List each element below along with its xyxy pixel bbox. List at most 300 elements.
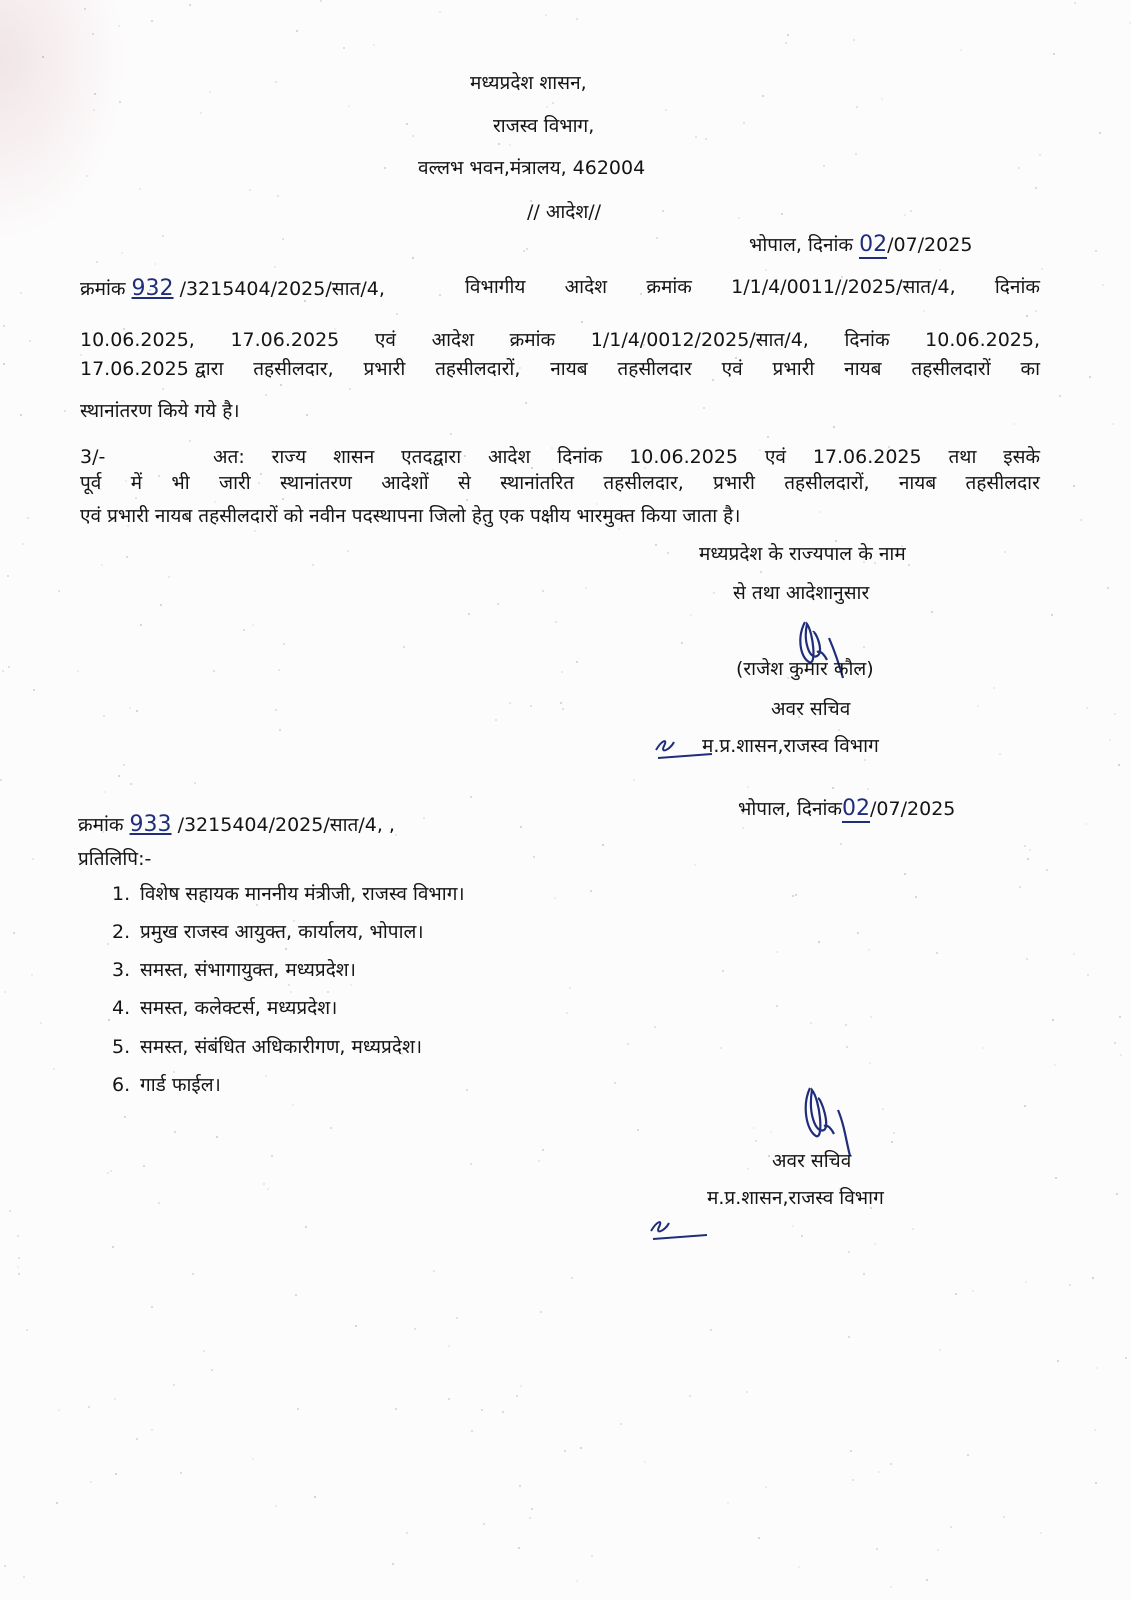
copy-list-number: 4. xyxy=(112,997,131,1019)
paper-speck xyxy=(1035,310,1037,312)
paper-speck xyxy=(937,1549,939,1551)
paper-speck xyxy=(101,564,103,566)
paper-speck xyxy=(853,39,855,41)
copy-list-number: 1. xyxy=(112,883,131,905)
paper-speck xyxy=(1059,395,1061,397)
copy-list-item xyxy=(112,1071,221,1097)
paper-speck xyxy=(1095,1482,1097,1484)
paper-speck xyxy=(433,1270,435,1272)
para-word: इसके xyxy=(1003,446,1040,468)
order1-ref-number-handwritten: 932 xyxy=(131,276,174,301)
paper-speck xyxy=(654,1026,656,1028)
paper-speck xyxy=(533,856,535,858)
paper-speck xyxy=(104,791,106,793)
paper-speck xyxy=(523,250,525,252)
paper-speck xyxy=(753,1127,755,1129)
paper-speck xyxy=(1027,858,1029,860)
paper-speck xyxy=(850,1450,852,1452)
paper-speck xyxy=(282,238,284,240)
paper-speck xyxy=(993,687,995,689)
paper-speck xyxy=(760,571,762,573)
para-word: तथा xyxy=(948,446,977,468)
paper-speck xyxy=(585,587,587,589)
paper-speck xyxy=(770,1131,772,1133)
paper-speck xyxy=(931,611,933,613)
paper-speck xyxy=(690,614,692,616)
copy-list-number: 3. xyxy=(112,959,131,981)
para-word: प्रभारी xyxy=(713,472,755,494)
paper-speck xyxy=(305,1226,307,1228)
paper-speck xyxy=(126,556,128,558)
paper-speck xyxy=(136,710,138,712)
paper-speck xyxy=(855,153,857,155)
paper-speck xyxy=(103,715,105,717)
paper-speck xyxy=(214,501,216,503)
paper-speck xyxy=(412,135,414,137)
paper-speck xyxy=(562,708,564,710)
paper-speck xyxy=(406,123,408,125)
paper-speck xyxy=(470,796,472,798)
paper-speck xyxy=(810,1022,812,1024)
order1-para2-line1 xyxy=(213,448,1040,467)
paper-speck xyxy=(819,511,821,513)
paper-speck xyxy=(881,98,883,100)
paper-speck xyxy=(154,263,156,265)
paper-speck xyxy=(955,1293,957,1295)
paper-speck xyxy=(923,310,925,312)
paper-speck xyxy=(330,1127,332,1129)
paper-speck xyxy=(1092,1277,1094,1279)
paper-speck xyxy=(1086,707,1088,709)
paper-speck xyxy=(529,1517,531,1519)
paper-speck xyxy=(908,564,910,566)
paper-speck xyxy=(275,81,277,83)
paper-speck xyxy=(904,214,906,216)
para-word: एवं xyxy=(374,329,396,351)
paper-speck xyxy=(58,1409,60,1411)
paper-speck xyxy=(695,136,697,138)
paper-speck xyxy=(290,991,292,993)
order1-date-rest: /07/2025 xyxy=(887,234,973,256)
paper-speck xyxy=(1025,1281,1027,1283)
paper-speck xyxy=(84,8,86,10)
paper-speck xyxy=(863,1273,865,1275)
paper-speck xyxy=(90,1481,92,1483)
order1-signatory-designation: अवर सचिव xyxy=(771,698,851,720)
paper-speck xyxy=(845,1024,847,1026)
paper-speck xyxy=(1073,485,1075,487)
order1-date-day-handwritten: 02 xyxy=(859,232,888,257)
paper-speck xyxy=(665,109,667,111)
paper-speck xyxy=(519,1485,521,1487)
paper-speck xyxy=(470,1163,472,1165)
paper-speck xyxy=(518,1547,520,1549)
paper-speck xyxy=(1094,1429,1096,1431)
paper-speck xyxy=(689,1395,691,1397)
paper-speck xyxy=(194,782,196,784)
paper-speck xyxy=(694,864,696,866)
paper-speck xyxy=(1119,1016,1121,1018)
para-word: तहसीलदारों xyxy=(911,358,991,380)
paper-speck xyxy=(297,1408,299,1410)
copy-list-number: 5. xyxy=(112,1036,131,1058)
order1-para1-last: स्थानांतरण किये गये है। xyxy=(80,400,240,422)
para-word: एतदद्वारा xyxy=(401,446,462,468)
copy-list-item xyxy=(112,994,337,1020)
paper-speck xyxy=(960,49,962,51)
paper-speck xyxy=(18,1257,20,1259)
paper-speck xyxy=(1041,268,1043,270)
paper-speck xyxy=(200,112,202,114)
para-word: 10.06.2025, xyxy=(80,329,195,351)
paper-speck xyxy=(852,1479,854,1481)
paper-speck xyxy=(762,95,764,97)
paper-speck xyxy=(151,20,153,22)
paper-speck xyxy=(139,188,141,190)
order1-place-date xyxy=(749,234,972,256)
paper-speck xyxy=(88,1406,90,1408)
para-word: प्रभारी xyxy=(772,358,815,380)
paper-speck xyxy=(384,167,386,169)
para-word: तहसीलदारों, xyxy=(435,358,521,380)
paper-speck xyxy=(848,1336,850,1338)
para-word: एवं xyxy=(721,358,743,380)
paper-speck xyxy=(32,858,34,860)
para-word: 10.06.2025 xyxy=(629,446,739,468)
paper-speck xyxy=(265,1075,267,1077)
paper-speck xyxy=(1024,845,1026,847)
paper-speck xyxy=(189,4,191,6)
paper-speck xyxy=(23,1576,25,1578)
paper-speck xyxy=(1039,154,1041,156)
paper-speck xyxy=(868,949,870,951)
paper-speck xyxy=(656,237,658,239)
paper-speck xyxy=(765,1486,767,1488)
paper-speck xyxy=(468,613,470,615)
paper-speck xyxy=(838,729,840,731)
order2-date-day-handwritten: 02 xyxy=(842,796,871,821)
paper-speck xyxy=(274,266,276,268)
paper-speck xyxy=(738,217,740,219)
para-word: विभागीय xyxy=(465,276,526,298)
order1-para1-line1 xyxy=(465,278,1040,297)
paper-speck xyxy=(560,702,562,704)
para-word: 1/1/4/0011//2025/सात/4, xyxy=(731,276,956,298)
paper-speck xyxy=(727,1502,729,1504)
order1-para2-line2 xyxy=(80,474,1040,493)
paper-speck xyxy=(569,987,571,989)
paper-speck xyxy=(863,646,865,648)
paper-speck xyxy=(526,248,528,250)
paper-speck xyxy=(776,951,778,953)
paper-speck xyxy=(282,498,284,500)
paper-speck xyxy=(249,189,251,191)
paper-speck xyxy=(1114,1042,1116,1044)
paper-speck xyxy=(1055,1177,1057,1179)
paper-speck xyxy=(209,91,211,93)
paper-speck xyxy=(644,1461,646,1463)
para-word: का xyxy=(1020,358,1040,380)
paper-speck xyxy=(667,552,669,554)
paper-speck xyxy=(495,719,497,721)
paper-speck xyxy=(216,1136,218,1138)
paper-speck xyxy=(267,1188,269,1190)
paper-speck xyxy=(846,1046,848,1048)
paper-speck xyxy=(576,18,578,20)
paper-speck xyxy=(355,1325,357,1327)
paper-speck xyxy=(580,1447,582,1449)
paper-speck xyxy=(856,106,858,108)
paper-speck xyxy=(118,25,120,27)
paper-speck xyxy=(1096,1367,1098,1369)
paper-speck xyxy=(576,1580,578,1582)
paper-speck xyxy=(910,210,912,212)
paper-speck xyxy=(26,1329,28,1331)
paper-speck xyxy=(93,109,95,111)
paper-speck xyxy=(833,426,835,428)
paper-speck xyxy=(602,844,604,846)
paper-speck xyxy=(1054,1064,1056,1066)
paper-speck xyxy=(555,621,557,623)
paper-speck xyxy=(114,1398,116,1400)
order2-date-prefix: भोपाल, दिनांक xyxy=(738,798,843,820)
paper-speck xyxy=(283,643,285,645)
para-word: स्थानांतरण xyxy=(280,472,352,494)
order1-para1-line3 xyxy=(80,360,1040,379)
copy-list-text: समस्त, संभागायुक्त, मध्यप्रदेश। xyxy=(140,959,356,981)
paper-speck xyxy=(1107,587,1109,589)
paper-speck xyxy=(1118,764,1120,766)
paper-speck xyxy=(3,363,5,365)
paper-speck xyxy=(999,753,1001,755)
paper-speck xyxy=(3,325,5,327)
paper-speck xyxy=(180,1472,182,1474)
para-word: एवं xyxy=(764,446,786,468)
paper-speck xyxy=(58,590,60,592)
paper-speck xyxy=(554,897,556,899)
copy-list-item xyxy=(112,956,356,982)
paper-speck xyxy=(466,1089,468,1091)
paper-speck xyxy=(1112,423,1114,425)
paper-speck xyxy=(1003,1516,1005,1518)
paper-speck xyxy=(136,1438,138,1440)
paper-speck xyxy=(798,1566,800,1568)
paper-speck xyxy=(395,834,397,836)
paper-speck xyxy=(703,407,705,409)
paper-speck xyxy=(1052,1019,1054,1021)
paper-speck xyxy=(173,1384,175,1386)
paper-speck xyxy=(80,354,82,356)
para-word: पूर्व xyxy=(80,472,102,494)
header-state-government: मध्यप्रदेश शासन, xyxy=(470,72,587,94)
paper-speck xyxy=(412,257,414,259)
paper-speck xyxy=(542,590,544,592)
paper-speck xyxy=(20,414,22,416)
paper-speck xyxy=(878,1471,880,1473)
paper-speck xyxy=(520,826,522,828)
paper-speck xyxy=(876,1548,878,1550)
paper-speck xyxy=(581,321,583,323)
order2-signatory-office: म.प्र.शासन,राजस्व विभाग xyxy=(707,1187,884,1209)
paper-speck xyxy=(158,1202,160,1204)
paper-speck xyxy=(292,1104,294,1106)
para-word: में xyxy=(130,472,143,494)
paper-speck xyxy=(306,414,308,416)
header-department: राजस्व विभाग, xyxy=(493,115,595,137)
paper-speck xyxy=(20,292,22,294)
para-word: प्रभारी xyxy=(363,358,406,380)
paper-speck xyxy=(1116,1193,1118,1195)
order1-authority-line2: से तथा आदेशानुसार xyxy=(733,582,870,604)
paper-speck xyxy=(275,709,277,711)
paper-speck xyxy=(713,592,715,594)
copy-list-text: प्रमुख राजस्व आयुक्त, कार्यालय, भोपाल। xyxy=(140,921,424,943)
paper-speck xyxy=(466,499,468,501)
paper-speck xyxy=(1087,974,1089,976)
paper-speck xyxy=(720,1047,722,1049)
paper-speck xyxy=(857,932,859,934)
paper-speck xyxy=(915,896,917,898)
paper-speck xyxy=(423,817,425,819)
document-title: // आदेश// xyxy=(527,201,602,223)
copy-list-number: 2. xyxy=(112,921,131,943)
order2-signature-icon xyxy=(800,1080,860,1160)
order1-reference xyxy=(80,278,385,300)
paper-speck xyxy=(722,970,724,972)
paper-speck xyxy=(792,895,794,897)
copy-list-item xyxy=(112,1033,422,1059)
paper-speck xyxy=(525,402,527,404)
paper-speck xyxy=(705,138,707,140)
paper-speck xyxy=(110,1170,112,1172)
paper-speck xyxy=(439,11,441,13)
paper-speck xyxy=(1099,132,1101,134)
copy-list-text: समस्त, कलेक्टर्स, मध्यप्रदेश। xyxy=(140,997,338,1019)
paper-speck xyxy=(637,1129,639,1131)
paper-speck xyxy=(614,1082,616,1084)
para-word: भी xyxy=(171,472,190,494)
para-word: नायब xyxy=(844,358,882,380)
paper-speck xyxy=(781,213,783,215)
paper-speck xyxy=(439,294,441,296)
paper-speck xyxy=(0,779,2,781)
copy-list-number: 6. xyxy=(112,1074,131,1096)
paper-speck xyxy=(967,1454,969,1456)
paper-speck xyxy=(1095,250,1097,252)
paper-speck xyxy=(86,175,88,177)
paper-speck xyxy=(143,1165,145,1167)
order1-para2-line3: एवं प्रभारी नायब तहसीलदारों को नवीन पदस्थापना जिलो हेतु एक पक्षीय भारमुक्त किया जाता है। xyxy=(80,505,741,527)
paper-speck xyxy=(787,34,789,36)
order2-place-date xyxy=(738,798,955,820)
paper-speck xyxy=(481,1409,483,1411)
paper-speck xyxy=(538,1160,540,1162)
paper-speck xyxy=(29,340,31,342)
paper-speck xyxy=(107,943,109,945)
paper-speck xyxy=(627,1043,629,1045)
paper-speck xyxy=(279,729,281,731)
paper-speck xyxy=(710,1329,712,1331)
copy-list-text: समस्त, संबंधित अधिकारीगण, मध्यप्रदेश। xyxy=(140,1036,423,1058)
order2-reference xyxy=(78,814,395,836)
paper-speck xyxy=(121,252,123,254)
para-word: 10.06.2025, xyxy=(925,329,1040,351)
para-word: नायब xyxy=(898,472,937,494)
paper-speck xyxy=(571,1277,573,1279)
paper-speck xyxy=(448,1398,450,1400)
paper-speck xyxy=(160,604,162,606)
paper-speck xyxy=(151,1429,153,1431)
para-word: आदेशों xyxy=(381,472,429,494)
paper-speck xyxy=(1102,284,1104,286)
copy-list-item xyxy=(112,880,465,906)
order1-date-prefix: भोपाल, दिनांक xyxy=(749,234,854,256)
paper-speck xyxy=(1120,1054,1122,1056)
paper-speck xyxy=(288,984,290,986)
paper-speck xyxy=(483,1523,485,1525)
paper-speck xyxy=(890,1463,892,1465)
paper-speck xyxy=(620,1423,622,1425)
paper-speck xyxy=(77,670,79,672)
para-word: आदेश xyxy=(564,276,608,298)
para-word: 17.06.2025 द्वारा xyxy=(80,358,224,380)
order2-ref-suffix: /3215404/2025/सात/4, , xyxy=(177,814,395,836)
paper-speck xyxy=(350,984,352,986)
paper-speck xyxy=(278,669,280,671)
order2-ref-label: क्रमांक xyxy=(78,814,124,836)
paper-speck xyxy=(265,394,267,396)
paper-speck xyxy=(869,1062,871,1064)
para-word: क्रमांक xyxy=(509,329,556,351)
paper-speck xyxy=(1069,1284,1071,1286)
paper-speck xyxy=(530,705,532,707)
paper-speck xyxy=(1040,1532,1042,1534)
paper-speck xyxy=(590,890,592,892)
paper-speck xyxy=(618,528,620,530)
order2-signatory-designation: अवर सचिव xyxy=(772,1150,852,1172)
paper-speck xyxy=(742,827,744,829)
paper-speck xyxy=(96,261,98,263)
para-word: तहसीलदार, xyxy=(253,358,334,380)
paper-speck xyxy=(982,1047,984,1049)
paper-speck xyxy=(254,530,256,532)
order1-ref-suffix: /3215404/2025/सात/4, xyxy=(179,278,385,300)
paper-speck xyxy=(1013,423,1015,425)
paper-speck xyxy=(314,1496,316,1498)
paper-speck xyxy=(655,544,657,546)
paper-speck xyxy=(818,941,820,943)
order1-para1-line2 xyxy=(80,331,1040,350)
paper-speck xyxy=(9,1210,11,1212)
paper-speck xyxy=(743,122,745,124)
paper-speck xyxy=(162,235,164,237)
para-word: से xyxy=(457,472,471,494)
para-word: तहसीलदारों, xyxy=(784,472,870,494)
order1-signatory-office: म.प्र.शासन,राजस्व विभाग xyxy=(702,735,879,757)
paper-speck xyxy=(312,564,314,566)
paper-speck xyxy=(840,843,842,845)
paper-speck xyxy=(509,144,511,146)
paper-speck xyxy=(1057,1360,1059,1362)
para-word: राज्य xyxy=(271,446,307,468)
paper-speck xyxy=(471,1430,473,1432)
header-address: वल्लभ भवन,मंत्रालय, 462004 xyxy=(418,157,646,179)
paper-speck xyxy=(552,469,554,471)
para-word: 1/1/4/0012/2025/सात/4, xyxy=(590,329,809,351)
paper-speck xyxy=(118,775,120,777)
paper-speck xyxy=(1046,869,1048,871)
paper-speck xyxy=(939,1349,941,1351)
